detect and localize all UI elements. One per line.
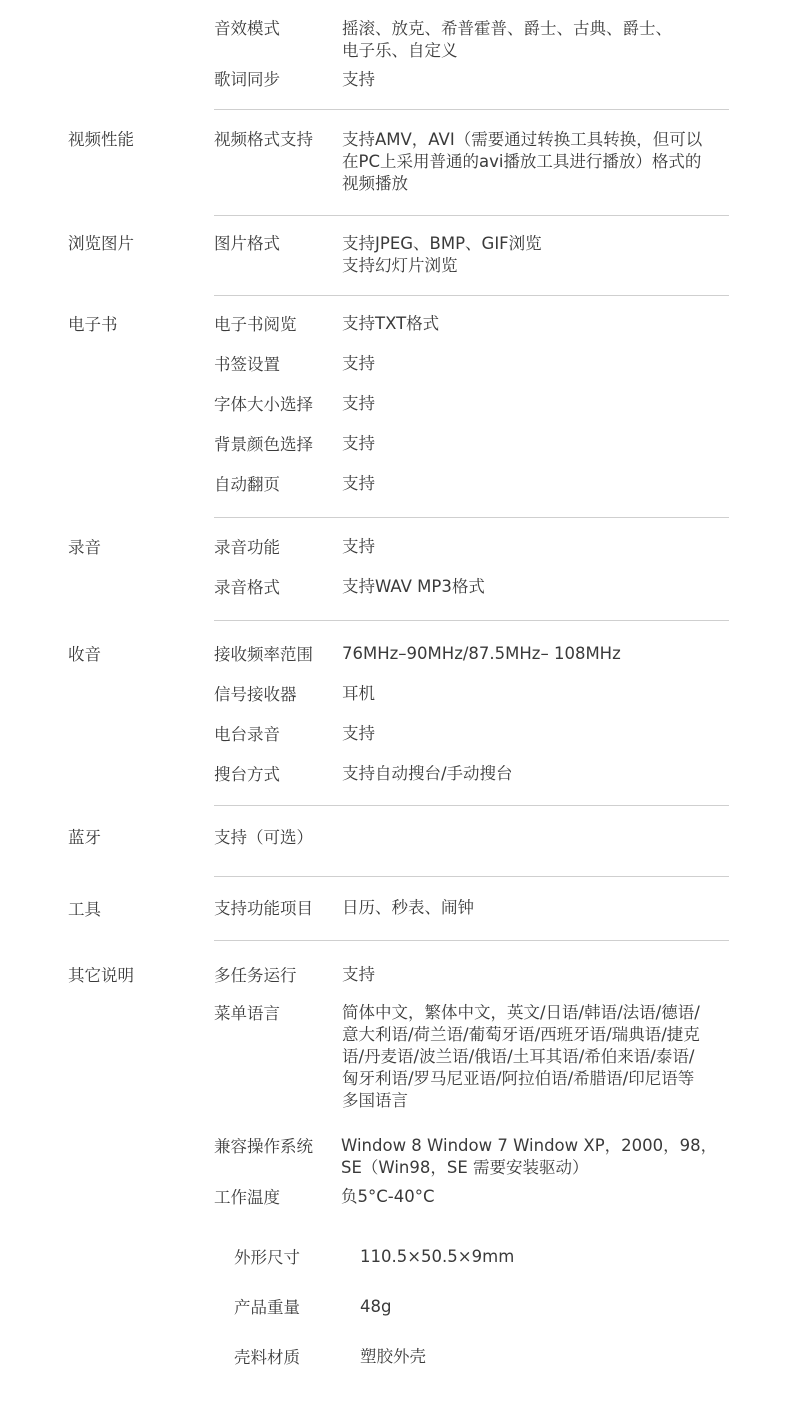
spec-value-font-size: 支持 xyxy=(342,394,375,413)
section-divider xyxy=(214,215,729,216)
spec-label-scan-mode: 搜台方式 xyxy=(214,765,280,784)
section-divider xyxy=(214,620,729,621)
category-ebook: 电子书 xyxy=(68,315,118,334)
spec-value-os: Window 8 Window 7 Window XP，2000，98， SE（Win98，SE 需要安装驱动） xyxy=(341,1136,718,1177)
category-video: 视频性能 xyxy=(68,130,134,149)
spec-label-ebook: 电子书阅览 xyxy=(214,315,297,334)
section-divider xyxy=(214,876,729,877)
spec-label-font-size: 字体大小选择 xyxy=(214,395,313,414)
spec-label-language: 菜单语言 xyxy=(214,1004,280,1023)
spec-value-material: 塑胶外壳 xyxy=(360,1347,426,1366)
spec-label-bookmark: 书签设置 xyxy=(214,355,280,374)
spec-value-multitask: 支持 xyxy=(342,965,375,984)
spec-label-bg-color: 背景颜色选择 xyxy=(214,435,313,454)
spec-value-dimensions: 110.5×50.5×9mm xyxy=(360,1247,515,1266)
category-other: 其它说明 xyxy=(68,966,134,985)
category-photo: 浏览图片 xyxy=(68,234,134,253)
spec-label-multitask: 多任务运行 xyxy=(214,966,297,985)
spec-value-photo-format: 支持JPEG、BMP、GIF浏览 支持幻灯片浏览 xyxy=(342,234,542,275)
spec-label-lyrics: 歌词同步 xyxy=(214,70,280,89)
section-divider xyxy=(214,109,729,110)
spec-label-os: 兼容操作系统 xyxy=(214,1137,313,1156)
category-bluetooth: 蓝牙 xyxy=(68,828,101,847)
spec-value-temperature: 负5°C-40°C xyxy=(341,1187,435,1206)
spec-value-frequency: 76MHz–90MHz/87.5MHz– 108MHz xyxy=(342,644,621,663)
section-divider xyxy=(214,295,729,296)
section-divider xyxy=(214,517,729,518)
spec-value-auto-page: 支持 xyxy=(342,474,375,493)
spec-value-ebook: 支持TXT格式 xyxy=(342,314,440,333)
spec-value-bg-color: 支持 xyxy=(342,434,375,453)
spec-value-tools: 日历、秒表、闹钟 xyxy=(342,898,474,917)
spec-value-recording-format: 支持WAV MP3格式 xyxy=(342,577,485,596)
spec-label-photo-format: 图片格式 xyxy=(214,234,280,253)
spec-value-language: 简体中文，繁体中文，英文/日语/韩语/法语/德语/ 意大利语/荷兰语/葡萄牙语/西班牙语/瑞典语/捷克 语/丹麦语/波兰语/俄语/土耳其语/希伯来语/泰语/ 匈牙利语/罗马尼亚语/阿拉伯语/希腊语/印尼语等 多国语言 xyxy=(342,1003,700,1110)
spec-value-video-format: 支持AMV，AVI（需要通过转换工具转换，但可以 在PC上采用普通的avi播放工具进行播放）格式的 视频播放 xyxy=(342,130,703,193)
spec-label-recording: 录音功能 xyxy=(214,538,280,557)
spec-value-recording: 支持 xyxy=(342,537,375,556)
spec-label-tools: 支持功能项目 xyxy=(214,899,313,918)
spec-label-recording-format: 录音格式 xyxy=(214,578,280,597)
spec-label-weight: 产品重量 xyxy=(234,1298,300,1317)
spec-value-eq: 摇滚、放克、希普霍普、爵士、古典、爵士、 电子乐、自定义 xyxy=(342,19,672,60)
spec-value-bluetooth: 支持（可选） xyxy=(214,828,313,847)
spec-label-radio-record: 电台录音 xyxy=(214,725,280,744)
spec-value-radio-record: 支持 xyxy=(342,724,375,743)
category-recording: 录音 xyxy=(68,538,101,557)
spec-value-bookmark: 支持 xyxy=(342,354,375,373)
spec-label-dimensions: 外形尺寸 xyxy=(234,1248,300,1267)
spec-label-material: 壳料材质 xyxy=(234,1348,300,1367)
spec-label-eq: 音效模式 xyxy=(214,19,280,38)
category-tools: 工具 xyxy=(68,900,101,919)
spec-value-scan-mode: 支持自动搜台/手动搜台 xyxy=(342,764,513,783)
spec-label-auto-page: 自动翻页 xyxy=(214,475,280,494)
spec-label-receiver: 信号接收器 xyxy=(214,685,297,704)
section-divider xyxy=(214,940,729,941)
spec-label-temperature: 工作温度 xyxy=(214,1188,280,1207)
spec-value-lyrics: 支持 xyxy=(342,70,375,89)
spec-value-weight: 48g xyxy=(360,1297,392,1316)
spec-value-receiver: 耳机 xyxy=(342,684,375,703)
spec-label-frequency: 接收频率范围 xyxy=(214,645,313,664)
section-divider xyxy=(214,805,729,806)
category-radio: 收音 xyxy=(68,645,101,664)
spec-label-video-format: 视频格式支持 xyxy=(214,130,313,149)
